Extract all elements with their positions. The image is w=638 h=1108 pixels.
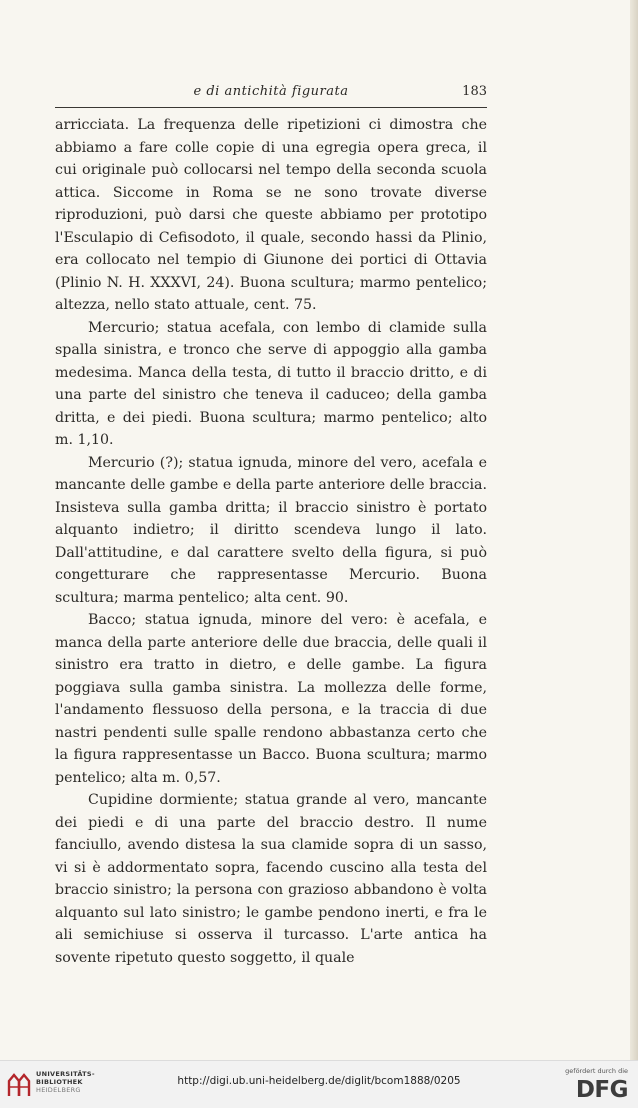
body-text bbox=[55, 114, 487, 969]
running-title: e di antichità figurata bbox=[193, 84, 349, 99]
viewer-footer bbox=[0, 1060, 638, 1108]
permalink-url[interactable]: http://digi.ub.uni-heidelberg.de/diglit/bcom1888/0205 bbox=[177, 1075, 461, 1087]
paragraph: Bacco; statua ignuda, minore del vero: è acefala, e manca della parte anteriore delle due braccia, delle quali il sinistro era tratto in dietro, e delle gambe. La figura poggiava sulla gamba sinistra. La mollezza delle forme, l'andamento flessuoso della persona, e la traccia di due nastri pendenti sulle spalle rendono abbastanza certo che la figura rappresentasse un Bacco. Buona scultura; marmo pentelico; alta m. 0,57. bbox=[55, 612, 487, 786]
running-header bbox=[55, 84, 487, 106]
page-number: 183 bbox=[462, 84, 487, 99]
paragraph: Mercurio (?); statua ignuda, minore del vero, acefala e mancante delle gambe e della parte anteriore delle braccia. Insisteva sulla gamba dritta; il braccio sinistro è portato alquanto indietro; il diritto scendeva lungo il lato. Dall'attitudine, e dal carattere svelto della figura, si può congetturare che rappresentasse Mercurio. Buona scultura; marma pentelico; alta cent. 90. bbox=[55, 454, 487, 606]
dfg-logo: DFG bbox=[575, 1077, 628, 1103]
header-rule bbox=[55, 107, 487, 108]
library-name: UNIVERSITÄTS- BIBLIOTHEK HEIDELBERG bbox=[36, 1070, 95, 1094]
page-edge bbox=[630, 0, 638, 1060]
paragraph: arricciata. La frequenza delle ripetizioni ci dimostra che abbiamo a fare colle copie di una egregia opera greca, il cui originale può collocarsi nel tempo della seconda scuola attica. Siccome in Roma se ne sono trovate diverse riproduzioni, può darsi che queste abbiamo per prototipo l'Esculapio di Cefisodoto, il quale, secondo hassi da Plinio, era collocato nel tempio di Giunone dei portici di Ottavia (Plinio N. H. XXXVI, 24). Buona scultura; marmo pentelico; altezza, nello stato attuale, cent. 75. bbox=[55, 117, 487, 313]
paragraph: Mercurio; statua acefala, con lembo di clamide sulla spalla sinistra, e tronco che serve di appoggio alla gamba medesima. Manca della testa, di tutto il braccio dritto, e di una parte del sinistro che teneva il caduceo; della gamba dritta, e dei piedi. Buona scultura; marmo pentelico; alto m. 1,10. bbox=[55, 319, 487, 448]
paragraph: Cupidine dormiente; statua grande al vero, mancante dei piedi e di una parte del braccio destro. Il nume fanciullo, avendo distesa la sua clamide sopra di un sasso, vi si è addormentato sopra, facendo cuscino alla testa del braccio sinistro; la persona con grazioso abbandono è volta alquanto sul lato sinistro; le gambe pendono inerti, e fra le ali semichiuse si osserva il turcasso. L'arte antica ha sovente ripetuto questo soggetto, il quale bbox=[55, 792, 487, 966]
sponsor-note: gefördert durch die bbox=[565, 1067, 628, 1075]
